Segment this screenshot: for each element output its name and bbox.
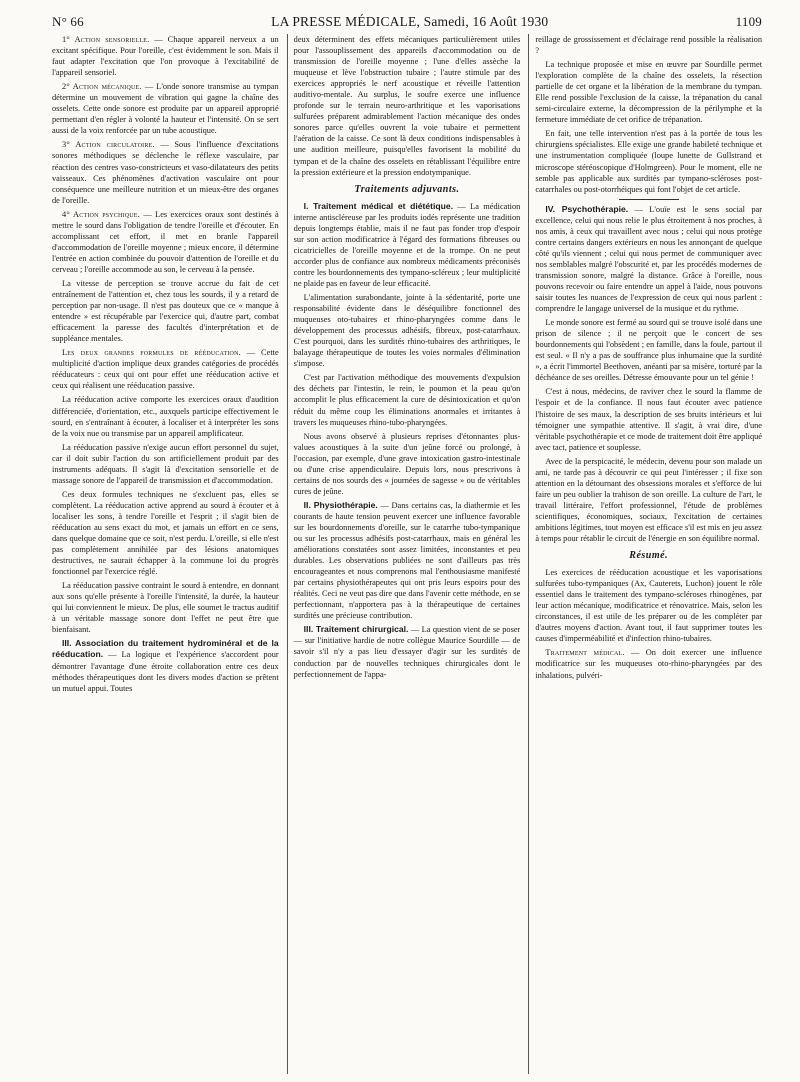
- column-1: [52, 34, 279, 1074]
- paragraph-text: — Chaque appareil nerveux a un excitant spécifique. Pour l'oreille, c'est évidemment le son. Mais il faut adapter l'excitation que l'on provoque à l'excitabilité de l'appareil sensoriel.: [52, 35, 279, 78]
- section-heading: II. Physiothérapie.: [303, 499, 378, 510]
- paragraph: deux déterminent des effets mécaniques particulièrement utiles pour l'assouplissement des appareils d'accommodation ou de transmission de l'oreille moyenne ; l'une d'elles assèche la muqueuse et lève l'obstruction tubaire ; l'autre stimule par des exercices appropriés le nerf acoustique et réveille l'attention auditivo-mentale. Au surplus, le soufre exerce une influence profonde sur le terrain neuro-arthritique et les vaporisations sulfurées préparent admirablement l'action mécanique des ondes sonores parce qu'elles ouvrent la voie tubaire et permettent l'aération de la caisse. Ce sont là deux conditions indispensables à une audition meilleure, puisqu'elles favorisent la mobilité du tympan et de la chaîne des osselets en rétablissant l'équilibre entre la pression extérieure et la pression endotympanique.: [293, 35, 521, 177]
- paragraph-text: — Les exercices oraux sont destinés à mettre le sourd dans l'obligation de tendre l'oreille et d'écouter. En accomplissant cet effort, il met en branle l'appareil d'accommodation de l'oreille moyenne ; mieux encore, il détermine l'entrée en action combinée du pouvoir d'attention de l'oreille et du cerveau ; l'oreille accommode au son, le cerveau à la pensée.: [52, 209, 279, 274]
- paragraph: [52, 209, 279, 275]
- summary-title: Résumé.: [629, 550, 669, 562]
- paragraph-text: — L'ouïe est le sens social par excellence, celui qui nous relie le plus étroitement à nos proches, à nos amis, à ceux qui travaillent avec nous ; celui qui nous protège contre certains dangers extérieurs en nous les annonçant de quelque côté qu'ils viennent ; celui qui nous permet de communiquer avec nos semblables malgré l'obscurité et, par les procédés modernes de transmission sonore, malgré la distance. Grâce à l'oreille, nous pouvons recevoir ou faire entendre un appel à l'aide, nous pouvons saisir toutes les nuances de l'expression de ceux qui nous parlent : comprendre le langage universel de la musique et du rythme.: [535, 204, 763, 314]
- paragraph-heading: 1° Action sensorielle.: [62, 35, 150, 44]
- paragraph-text: — La logique et l'expérience s'accordent pour démontrer l'avantage d'une étroite collaboration entre ces deux méthodes thérapeutiques dont les divers modes d'action se prêtent un mutuel appui. Toutes: [52, 650, 279, 693]
- paragraph: Les exercices de rééducation acoustique et les vaporisations sulfurées tubo-tympaniques (Ax, Cauterets, Luchon) jouent le rôle essentiel dans le traitement des tympano-scléroses rhinogènes, par leur action mécanique, modificatrice et rénovatrice. Mais, selon les circonstances, il est utile de les préparer ou de les compléter par d'autres moyens d'action. Avant tout, il faut supprimer toutes les causes d'imperméabilité et d'infection rhino-tubaires.: [535, 568, 763, 644]
- section-heading: III. Traitement chirurgical.: [303, 624, 409, 635]
- paragraph: reillage de grossissement et d'éclairage rend possible la réalisation ?: [535, 35, 763, 56]
- article-columns: [52, 34, 762, 1074]
- paragraph: [294, 201, 521, 289]
- journal-title: LA PRESSE MÉDICALE, Samedi, 16 Août 1930: [271, 14, 549, 29]
- divider: [619, 199, 679, 200]
- paragraph: La vitesse de perception se trouve accrue du fait de cet entraînement de l'attention et, chez tous les sourds, il y a retard de perception par non-usage. Il n'est pas douteux que ce « manque à entendre » est récupérable par l'exercice qui, d'autre part, combat efficacement la paresse des facultés d'interprétation et de suppléance mentales.: [52, 278, 279, 344]
- paragraph-heading: Traitement médical.: [545, 648, 625, 658]
- paragraph-text: — La question vient de se poser — sur l'initiative hardie de notre collègue Maurice Sourdille — de savoir s'il n'y a pas lieu d'essayer d'agir sur les surdités de conduction par de nouvelles techniques chirurgicales dont le perfectionnement de l'appa-: [293, 625, 521, 679]
- section-heading: I. Traitement médical et diététique.: [303, 200, 454, 211]
- paragraph-text: — Cette multiplicité d'action implique deux grandes catégories de procédés rééducateurs : ceux qui ont pour effet une rééducation active et ceux qui réalisent une rééducation passive.: [52, 348, 279, 391]
- paragraph-heading: 2° Action mécanique.: [62, 82, 142, 92]
- section-heading: IV. Psychothérapie.: [545, 203, 629, 214]
- section-title: Traitements adjuvants.: [354, 183, 460, 195]
- page-header: [52, 14, 762, 34]
- issue-number: N° 66: [52, 14, 84, 29]
- paragraph: La rééducation passive n'exige aucun effort personnel du sujet, car il doit subir l'action du son artificiellement produit par des instruments adéquats. Il s'agit là d'excitation sensorielle et de massage sonore de l'appareil de transmission et d'accommodation.: [52, 442, 279, 485]
- paragraph: C'est par l'activation méthodique des mouvements d'expulsion des déchets par l'intestin, le rein, le poumon et la peau qu'on accomplit le plus efficacement la cure de désintoxication et qu'on réduit du même coup les éliminations anormales et irritantes à travers les muqueuses rhino-tubo-pharyngées.: [293, 373, 521, 427]
- paragraph: [294, 624, 521, 679]
- paragraph: Nous avons observé à plusieurs reprises d'étonnantes plus-values acoustiques à la suite d'un jeûne forcé ou prolongé, à l'occasion, par exemple, d'une grave intoxication gastro-intestinale ou d'une crise appendiculaire. Depuis lors, nous prescrivons à certains de nos sourds des « journées de sagesse » ou de véritables cures de jeûne.: [293, 431, 521, 496]
- paragraph: En fait, une telle intervention n'est pas à la portée de tous les chirurgiens spécialistes. Elle exige une grande habileté technique et une instrumentation compliquée (loupe lunette de Gullstrand et microscope stéréoscopique d'Holmgreen). Pour le moment, elle ne semble pas applicable aux surdités par tympano-scléroses post-catarrhales ou post-otorrhéiques qui font l'objet de cet article.: [535, 129, 763, 194]
- paragraph: [52, 34, 279, 78]
- paragraph-heading: Les deux grandes formules de rééducation.: [62, 348, 241, 358]
- column-2: [287, 34, 521, 1074]
- paragraph: [52, 638, 279, 693]
- paragraph-text: — La médication interne antiscléreuse par les produits iodés représente une tradition depuis longtemps établie, mais il ne faut pas fonder trop d'espoir sur son action modificatrice à l'égard des formations fibreuses ou cicatricielles de l'oreille moyenne et de la trompe. On ne peut accorder plus de confiance aux nombreux médicaments préconisés contre les bourdonnements des tympano-scléreux ; leur multiplicité ne plaide pas en faveur de leur efficacité.: [293, 201, 521, 288]
- paragraph: [52, 139, 279, 205]
- paragraph: La technique proposée et mise en œuvre par Sourdille permet l'exploration complète de la chaîne des osselets, la résection partielle de cet organe et la libération de la membrane du tympan. Elle rend possible l'exclusion de la caisse, la trépanation du canal semi-circulaire externe, la décompression de la périlymphe et la fermeture immédiate de cet orifice de trépanation.: [535, 60, 763, 125]
- paragraph: [52, 81, 279, 136]
- paragraph: [535, 204, 762, 314]
- paragraph-text: — Dans certains cas, la diathermie et les courants de haute tension peuvent exercer une influence favorable sur les bourdonnements d'oreille, sur le catarrhe tubo-tympanique ou sur les processus adhésifs post-catarrhaux, mais en général les améliorations constatées sont assez limitées, inconstantes et peu durables. Les observations publiées ne sont d'ailleurs pas très encourageantes et nous comprenons mal l'enthousiasme manifesté par certains physiothérapeutes qui ont pris leurs espoirs pour des réalités. Ceci ne veut pas dire que dans l'avenir cette méthode, en se perfectionnant, n'apportera pas à la thérapeutique de certaines surdités une précieuse contribution.: [293, 500, 521, 621]
- paragraph: La rééducation passive contraint le sourd à entendre, en donnant aux sons qu'elle présente à l'oreille l'intensité, la durée, la hauteur qui lui conviennent le mieux. De plus, elle soumet le tractus auditif à un véritable massage sonore dont l'effet ne peut être que bienfaisant.: [52, 581, 279, 635]
- paragraph: Ces deux formules techniques ne s'excluent pas, elles se complètent. La rééducation active apprend au sourd à écouter et à localiser les sons, à tendre l'oreille et l'esprit ; il s'agit bien de rééducation au sens exact du mot, et jamais un effort en ce sens, dans quelque domaine que ce soit, n'est perdu. L'oreille, si elle n'est pas complètement annihilée par des lésions anatomiques destructives, ne saurait échapper à la commune loi du progrès fonctionnel par l'exercice réglé.: [52, 489, 279, 577]
- column-3: [528, 34, 762, 1074]
- paragraph: [294, 500, 521, 622]
- paragraph-heading: 3° Action circulatoire.: [62, 140, 155, 150]
- paragraph: Le monde sonore est fermé au sourd qui se trouve isolé dans une prison de silence ; il ne perçoit que le concert de ses bourdonnements qui l'obsèdent ; en famille, dans la foule, partout il est seul. « Il n'y a pas de souffrance plus inhumaine que la surdité », a écrit l'immortel Beethoven, anéanti par sa misère, torturé par la déchéance de ses oreilles. Détresse émouvante pour un tel génie !: [535, 318, 763, 383]
- paragraph-heading: 4° Action psychique.: [62, 209, 140, 219]
- paragraph-text: — Sous l'influence d'excitations sonores méthodiques se déclenche le réflexe vasculaire, par réaction des centres vaso-constricteurs et vaso-dilatateurs des petits vaisseaux. Ces phénomènes d'activation vasculaire ont pour conséquence une meilleure nutrition et un mieux-être des organes de l'oreille.: [52, 140, 279, 205]
- section-heading: III. Association du traitement hydrominéral et de la rééducation.: [52, 638, 279, 660]
- paragraph: L'alimentation surabondante, jointe à la sédentarité, porte une responsabilité évidente dans le déséquilibre fonctionnel des muqueuses oto-tubaires et rhino-pharyngées comme dans le développement des processus adhésifs, fibreux, post-catarrhaux. C'est pourquoi, dans les surdités rhino-tubaires des arthritiques, le balayage thérapeutique de toutes les voies normales d'élimination s'impose.: [293, 293, 521, 369]
- folio-number: 1109: [735, 14, 762, 29]
- paragraph-text: — L'onde sonore transmise au tympan détermine un mouvement de vibration qui gagne la chaîne des osselets. Cette onde sonore est produite par un appareil approprié permettant d'en régler à volonté la hauteur et l'intensité. On se sert aussi de la voix renforcée par un tube acoustique.: [52, 82, 279, 136]
- paragraph: Avec de la perspicacité, le médecin, devenu pour son malade un ami, ne tarde pas à découvrir ce qui peut l'intéresser ; il fixe son attention en la détournant des obsessions morales et s'efforce de lui faire un peu oublier la trahison de son oreille. La culture de l'art, le travail littéraire, l'effort professionnel, l'étude de problèmes scientifiques, économiques, sociaux, l'excitation de certaines ambitions légitimes, tout moyen est efficace s'il est mis en jeu assez à temps pour rétablir le circuit de l'énergie en son équilibre normal.: [535, 456, 763, 544]
- paragraph-text: — On doit exercer une influence modificatrice sur les muqueuses oto-rhino-pharyngées par des inhalations, pulvéri-: [535, 648, 763, 680]
- paragraph: La rééducation active comporte les exercices oraux d'audition différenciée, d'orientation, etc., auxquels participe effectivement le sourd, en s'entraînant à écouter, à localiser et à interpréter les sons de la voix nue ou transmise par un appareil amplificateur.: [52, 395, 279, 438]
- paragraph: C'est à nous, médecins, de raviver chez le sourd la flamme de l'espoir et de la confiance. Il nous faut écouter avec patience l'histoire de ses maux, la description de ses bruits intérieurs et lui témoigner une sympathie attentive. Il s'agit, à vrai dire, d'une véritable psychothérapie et ce mode de traitement doit être appliqué avec tact, patience et souplesse.: [535, 387, 763, 452]
- paragraph: [52, 347, 279, 391]
- paragraph: [535, 647, 762, 680]
